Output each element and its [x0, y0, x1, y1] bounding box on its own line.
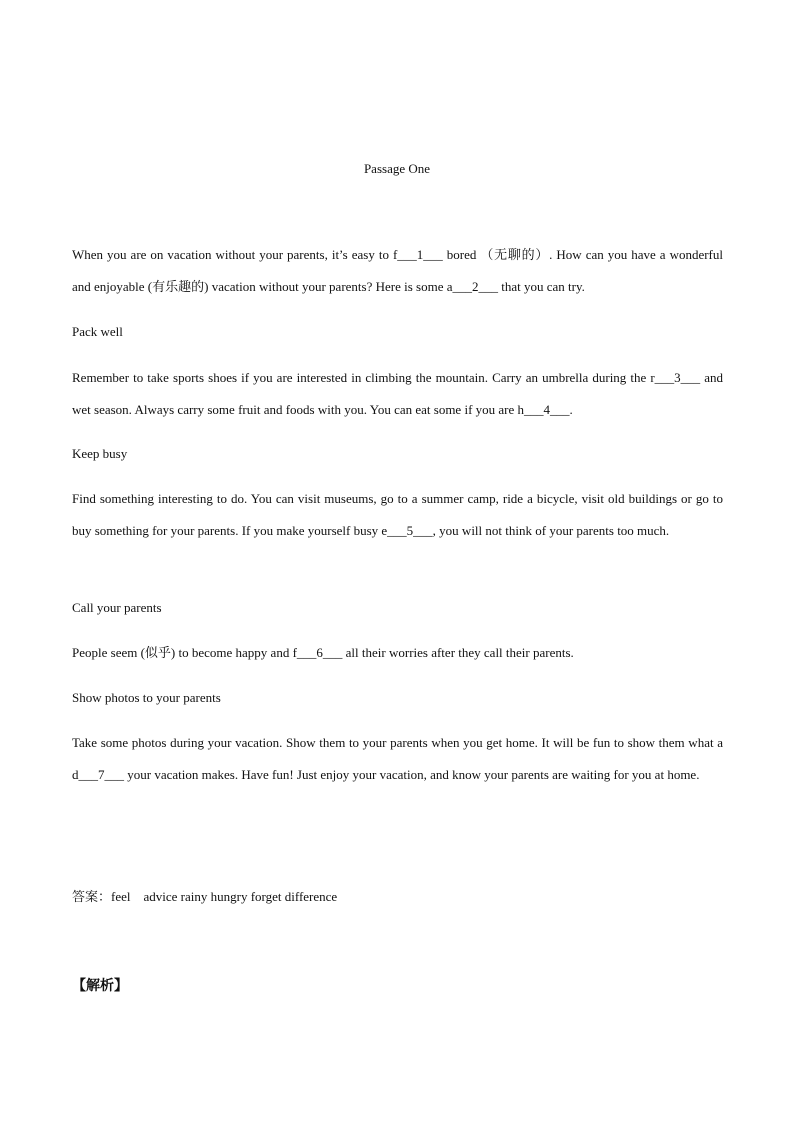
paragraph-intro: When you are on vacation without your parents, it’s easy to f___1___ bored （无聊的）. How can you have a wonderful and enjoyable (有乐趣的) vacation without your parents? Here is some a___2___ that you can try.	[72, 247, 723, 294]
answer-line: 答案：feel advice rainy hungry forget difference	[72, 889, 338, 904]
heading-keep-busy: Keep busy	[72, 446, 128, 461]
paragraph-keep-busy: Find something interesting to do. You can visit museums, go to a summer camp, ride a bicycle, visit old buildings or go to buy something for your parents. If you make yourself busy e___5___, you will not think of your parents too much.	[72, 491, 723, 538]
analysis-label: 【解析】	[72, 978, 128, 994]
heading-pack-well: Pack well	[72, 324, 123, 339]
paragraph-pack-well: Remember to take sports shoes if you are interested in climbing the mountain. Carry an umbrella during the r___3___ and wet season. Always carry some fruit and foods with you. You can eat some if you are h___4___.	[72, 370, 723, 417]
heading-call-parents: Call your parents	[72, 600, 162, 615]
paragraph-show-photos: Take some photos during your vacation. Show them to your parents when you get home. It will be fun to show them what a d___7___ your vacation makes. Have fun! Just enjoy your vacation, and know your parents are waiting for you at home.	[72, 735, 723, 782]
heading-show-photos: Show photos to your parents	[72, 690, 221, 705]
paragraph-call-parents: People seem (似乎) to become happy and f___6___ all their worries after they call their parents.	[72, 645, 574, 660]
passage-title: Passage One	[363, 161, 431, 176]
